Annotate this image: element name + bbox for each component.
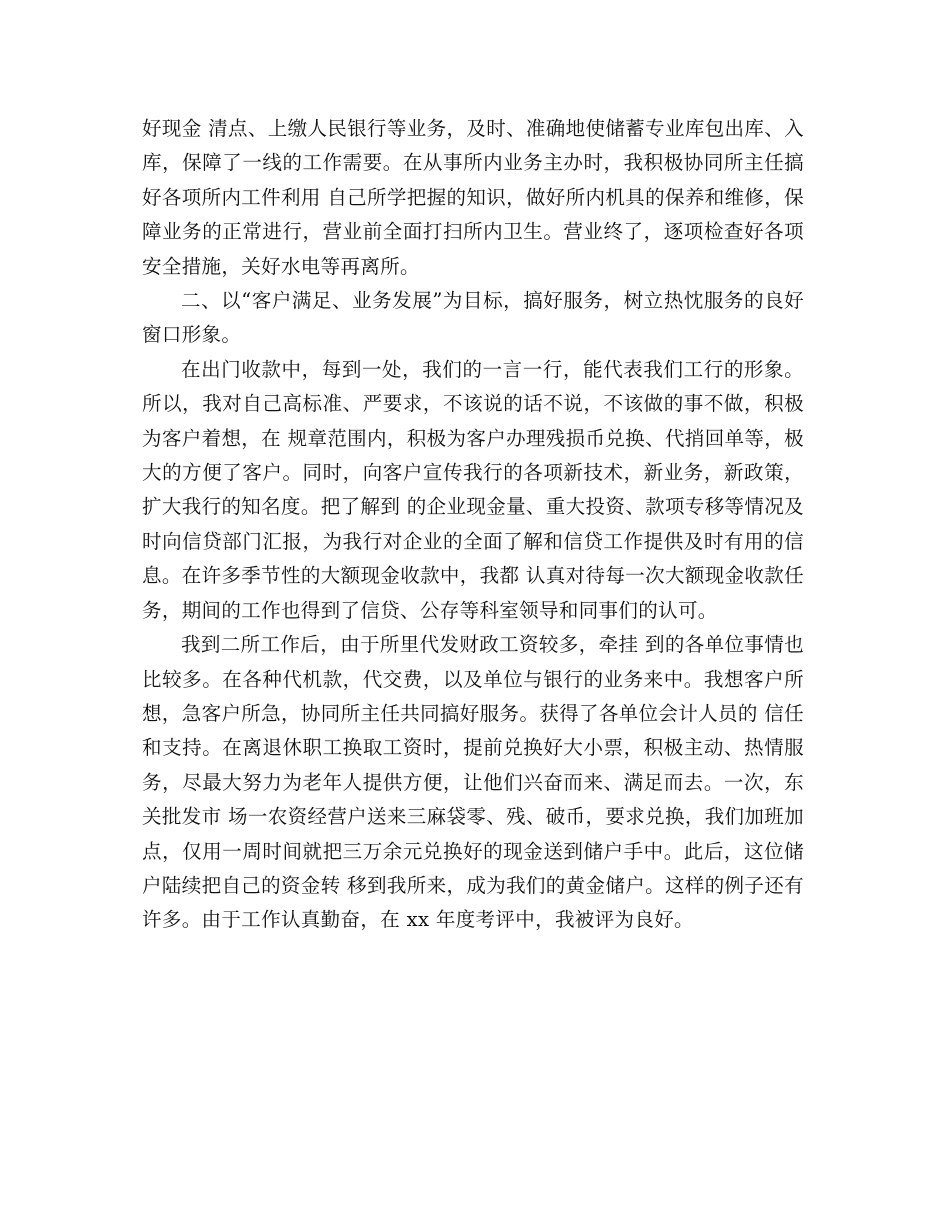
paragraph-1: 好现金 清点、上缴人民银行等业务，及时、准确地使储蓄专业库包出库、入库，保障了一线的工作需要。在从事所内业务主办时，我积极协同所主任搞好各项所内工件利用 自己所学把握的知识，做好所内机具的保养和维修，保障业务的正常进行，营业前全面打扫所内卫生。营业终了，逐项检查好各项安全措施，关好水电等再离所。 [142, 117, 804, 278]
paragraph-4: 我到二所工作后，由于所里代发财政工资较多，牵挂 到的各单位事情也比较多。在各种代机款，代交费，以及单位与银行的业务来中。我想客户所想，急客户所急，协同所主任共同搞好服务。获得了各单位会计人员的 信任和支持。在离退休职工换取工资时，提前兑换好大小票，积极主动、热情服务，尽最大努力为老年人提供方便，让他们兴奋而来、满足而去。一次，东关批发市 场一农资经营户送来三麻袋零、残、破币，要求兑换，我们加班加点，仅用一周时间就把三万余元兑换好的现金送到储户手中。此后，这位储户陆续把自己的资金转 移到我所来，成为我们的黄金储户。这样的例子还有许多。由于工作认真勤奋，在 xx 年度考评中，我被评为良好。 [142, 633, 804, 932]
paragraph-2-heading: 二、以“客户满足、业务发展”为目标，搞好服务，树立热忱服务的良好窗口形象。 [142, 289, 804, 347]
paragraph-3: 在出门收款中，每到一处，我们的一言一行，能代表我们工行的形象。所以，我对自己高标准、严要求，不该说的话不说，不该做的事不做，积极为客户着想，在 规章范围内，积极为客户办理残损币兑换、代捎回单等，极大的方便了客户。同时，向客户宣传我行的各项新技术，新业务，新政策，扩大我行的知名度。把了解到 的企业现金量、重大投资、款项专移等情况及时向信贷部门汇报，为我行对企业的全面了解和信贷工作提供及时有用的信息。在许多季节性的大额现金收款中，我都 认真对待每一次大额现金收款任务，期间的工作也得到了信贷、公存等科室领导和同事们的认可。 [142, 357, 804, 622]
document-body [142, 112, 804, 938]
